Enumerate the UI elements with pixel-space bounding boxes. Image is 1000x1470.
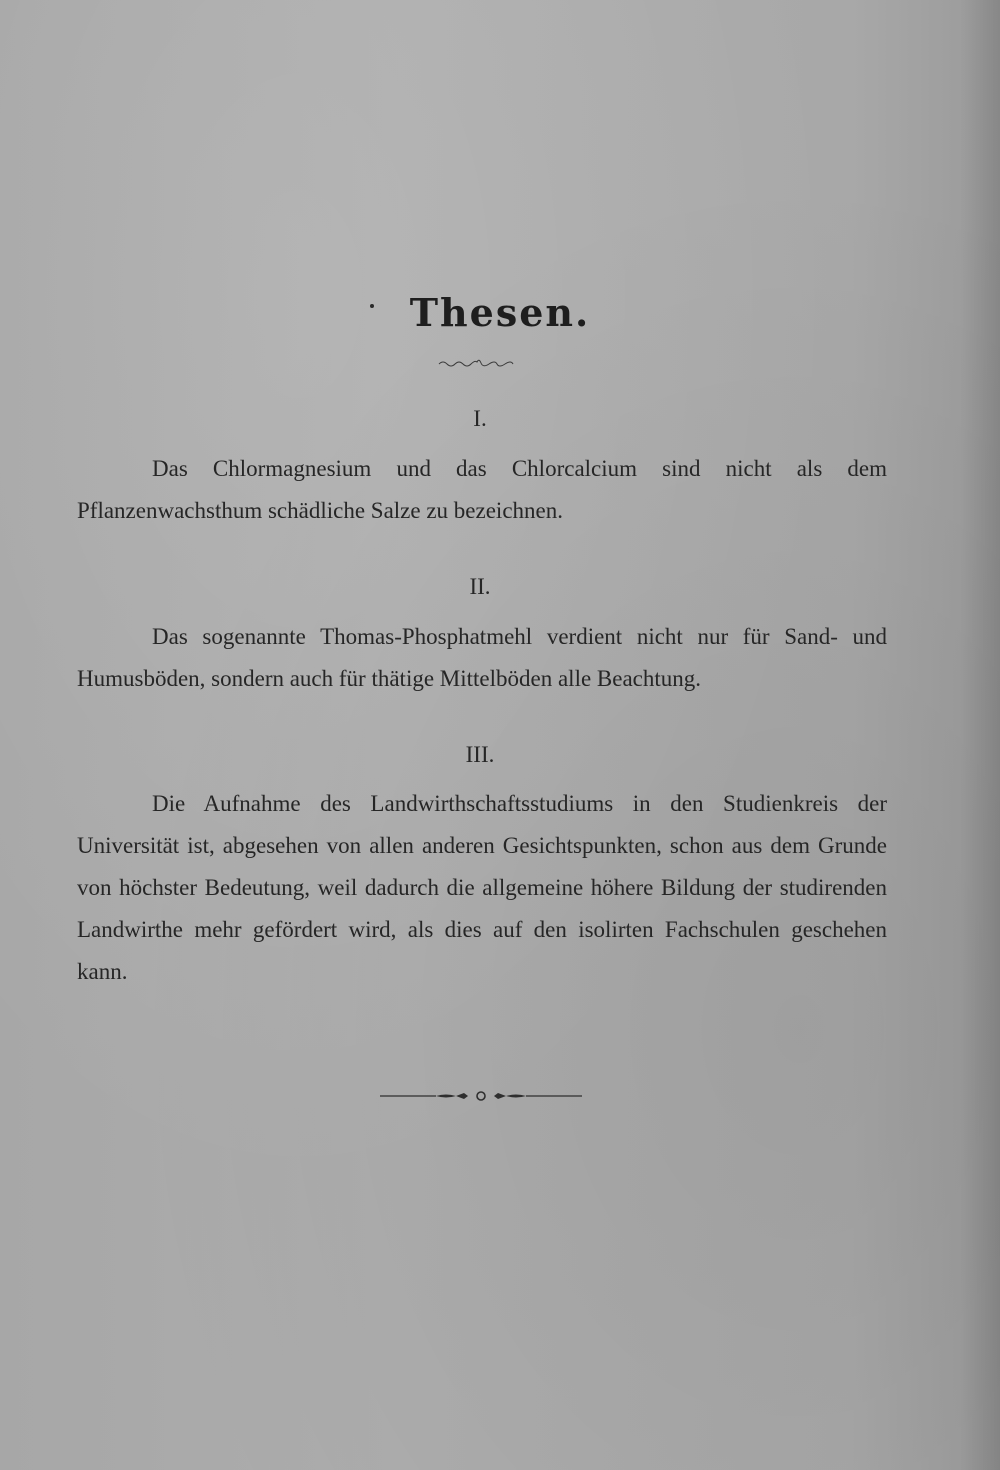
thesis-3-text: Die Aufnahme des Landwirthschaftsstudiums in den Studienkreis der Universität ist, abgesehen von allen anderen Gesichtspunkten, schon aus dem Grunde von höchster Bedeutung, weil dadurch die allgemeine höhere Bildung der studirenden Landwirthe mehr gefördert wird, als dies auf den isolirten Fachschulen geschehen kann.: [77, 791, 887, 984]
thesis-3-numeral: III.: [465, 742, 495, 767]
page-edge-shadow: [960, 0, 1000, 1470]
thesis-2-numeral: II.: [469, 574, 491, 599]
end-ornament-icon: [380, 1086, 582, 1106]
thesis-1-text: Das Chlormagnesium und das Chlorcalcium sind nicht als dem Pflanzenwachsthum schädliche Salze zu bezeichnen.: [77, 456, 887, 523]
page-title: Thesen.: [409, 290, 591, 335]
thesis-1-numeral: I.: [473, 406, 487, 431]
title-flourish-icon: [437, 356, 517, 370]
thesis-2-text: Das sogenannte Thomas-Phosphatmehl verdient nicht nur für Sand- und Humusböden, sondern auch für thätige Mittelböden alle Beachtung.: [77, 624, 887, 691]
